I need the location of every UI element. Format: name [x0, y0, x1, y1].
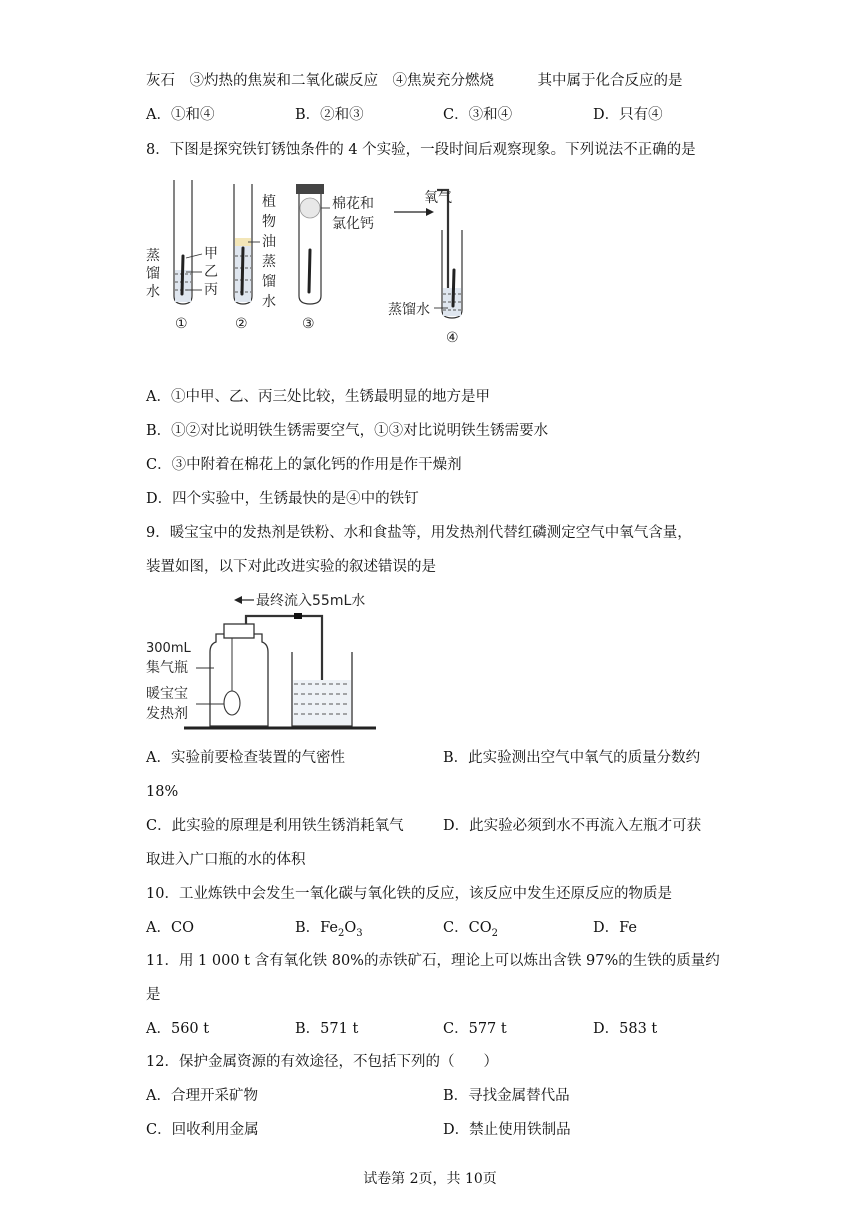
- q8-label-water-left-3: 水: [146, 284, 160, 300]
- q8-number-4: ④: [446, 330, 459, 346]
- q8-rust-experiment-figure: [144, 176, 484, 346]
- q11-option-a: A．560 t: [146, 1021, 210, 1037]
- q10-option-d: D．Fe: [593, 920, 637, 936]
- q9-warmer-apparatus-figure: [144, 590, 384, 740]
- q8-label-water-4: 蒸馏水: [388, 302, 430, 318]
- q9-label-bottle: 集气瓶: [146, 660, 188, 676]
- q12-option-b: B．寻找金属替代品: [443, 1088, 570, 1104]
- q7-option-d: D．只有④: [593, 107, 663, 123]
- q8-option-d: D．四个实验中，生锈最快的是④中的铁钉: [146, 491, 419, 507]
- q8-label-jia: 甲: [204, 246, 218, 262]
- q9-option-d-line1: D．此实验必须到水不再流入左瓶才可获: [443, 818, 702, 834]
- q7-option-a: A．①和④: [146, 107, 215, 123]
- q10-option-a: A．CO: [146, 920, 194, 936]
- q9-option-a: A．实验前要检查装置的气密性: [146, 750, 345, 766]
- q12-option-a: A．合理开采矿物: [146, 1088, 258, 1104]
- q8-label-oil-3: 油: [262, 234, 276, 250]
- q11-option-c: C．577 t: [443, 1021, 507, 1037]
- q8-number-2: ②: [235, 316, 248, 332]
- q12-stem: 12．保护金属资源的有效途径，不包括下列的（ ）: [146, 1054, 498, 1070]
- q9-option-d-line2: 取进入广口瓶的水的体积: [146, 852, 306, 868]
- q8-label-water2-1: 蒸: [262, 254, 276, 270]
- q8-label-water-left-1: 蒸: [146, 248, 160, 264]
- q12-option-c: C．回收利用金属: [146, 1122, 259, 1138]
- q11-stem-line1: 11．用 1 000 t 含有氧化铁 80%的赤铁矿石，理论上可以炼出含铁 97%的生铁的质量约: [146, 953, 720, 969]
- q8-label-cotton-1: 棉花和: [332, 196, 374, 212]
- q10-option-c: C．$CO_2$: [443, 920, 498, 939]
- q8-option-a: A．①中甲、乙、丙三处比较，生锈最明显的地方是甲: [146, 389, 490, 405]
- q10-stem: 10．工业炼铁中会发生一氧化碳与氧化铁的反应，该反应中发生还原反应的物质是: [146, 886, 672, 902]
- q8-label-water2-3: 水: [262, 294, 276, 310]
- q9-stem-line2: 装置如图，以下对此改进实验的叙述错误的是: [146, 559, 436, 575]
- q10-option-b: B．$Fe_2O_3$: [295, 920, 363, 939]
- q11-option-d: D．583 t: [593, 1021, 658, 1037]
- q8-label-water-left-2: 馏: [146, 266, 160, 282]
- q8-label-oxygen: 氧气: [424, 190, 452, 206]
- q8-option-c: C．③中附着在棉花上的氯化钙的作用是作干燥剂: [146, 457, 462, 473]
- q8-label-oil-1: 植: [262, 194, 276, 210]
- q9-label-nuan: 暖宝宝: [146, 686, 188, 702]
- q9-label-agent: 发热剂: [146, 706, 188, 722]
- q7-option-c: C．③和④: [443, 107, 513, 123]
- q9-option-b-line1: B．此实验测出空气中氧气的质量分数约: [443, 750, 701, 766]
- q11-option-b: B．571 t: [295, 1021, 359, 1037]
- q8-label-water2-2: 馏: [262, 274, 276, 290]
- page-footer: 试卷第 2页，共 10页: [363, 1171, 497, 1187]
- q9-stem-line1: 9．暖宝宝中的发热剂是铁粉、水和食盐等，用发热剂代替红磷测定空气中氧气含量，: [146, 525, 692, 541]
- q8-stem: 8．下图是探究铁钉锈蚀条件的 4 个实验，一段时间后观察现象。下列说法不正确的是: [146, 142, 696, 158]
- q8-label-oil-2: 物: [262, 214, 276, 230]
- q7-option-b: B．②和③: [295, 107, 364, 123]
- q8-number-3: ③: [302, 316, 315, 332]
- q9-option-c: C．此实验的原理是利用铁生锈消耗氧气: [146, 818, 404, 834]
- q9-label-flow: 最终流入55mL水: [256, 593, 366, 609]
- q8-option-b: B．①②对比说明铁生锈需要空气，①③对比说明铁生锈需要水: [146, 423, 549, 439]
- q8-label-cotton-2: 氯化钙: [332, 216, 374, 232]
- q9-label-volume: 300mL: [146, 641, 191, 656]
- q8-label-yi: 乙: [204, 264, 218, 280]
- q7-continued-text: 灰石 ③灼热的焦炭和二氧化碳反应 ④焦炭充分燃烧 其中属于化合反应的是: [146, 73, 683, 89]
- q8-label-bing: 丙: [204, 282, 218, 298]
- q11-stem-line2: 是: [146, 987, 161, 1003]
- q9-option-b-line2: 18%: [146, 784, 179, 800]
- q8-number-1: ①: [175, 316, 188, 332]
- q12-option-d: D．禁止使用铁制品: [443, 1122, 571, 1138]
